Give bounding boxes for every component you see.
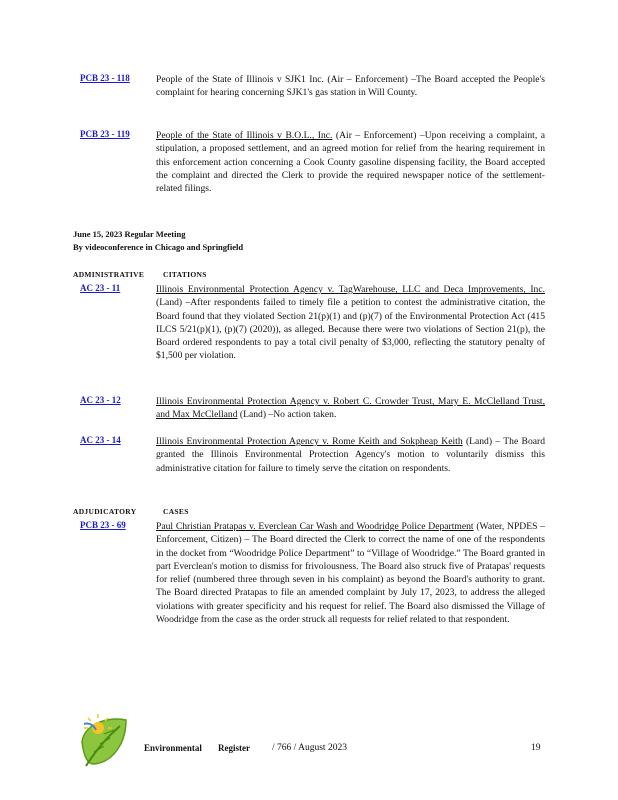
footer-journal-middle: Register — [218, 743, 250, 753]
case-title: Paul Christian Pratapas v. Everclean Car Wash and Woodridge Police Department — [156, 521, 474, 532]
case-body: (Water, NPDES –Enforcement, Citizen) – The Board directed the Clerk to correct the name of one of the respondents in the docket from “Woodridge Police Department” to “Village of Woodridge.” The Board granted in part Everclean's motion to dismiss for frivolousness. The Board also struck five of Pratapas' requests for relief (numbered three through seven in his complaint) as beyond the Board's authority to grant. The Board directed Pratapas to file an amended complaint by July 17, 2023, to address the alleged violations with greater specificity and his request for relief. The Board also dismissed the Village of Woodridge from the case as the order struck all requests for relief related to that respondent. — [156, 521, 545, 626]
meeting-date: June 15, 2023 Regular Meeting — [73, 229, 186, 239]
case-entry — [80, 129, 545, 195]
case-entry — [80, 283, 545, 363]
section-heading-administrative — [73, 270, 207, 279]
case-link[interactable]: PCB 23 - 118 — [80, 73, 130, 83]
section-heading-left: ADJUDICATORY — [73, 507, 137, 516]
footer-issue: / 766 / August 2023 — [272, 743, 347, 753]
case-title: Illinois Environmental Protection Agency v. TagWarehouse, LLC and Deca Improvements, Inc. — [156, 284, 545, 295]
page-number: 19 — [531, 743, 541, 753]
leaf-logo-icon — [74, 712, 132, 772]
case-summary — [156, 283, 545, 363]
case-summary — [156, 435, 545, 475]
footer-journal — [144, 743, 202, 754]
meeting-header — [73, 228, 243, 254]
case-body: (Land) –After respondents failed to timely file a petition to contest the administrative citation, the Board found that they violated Section 21(p)(1) and (p)(7) of the Environmental Protection Act (415 ILCS 5/21(p)(1), (p)(7) (2020)), as alleged. Because there were two violations of Section 21(p), the Board ordered respondents to pay a total civil penalty of $3,000, reflecting the statutory penalty of $1,500 per violation. — [156, 297, 545, 362]
case-entry — [80, 73, 545, 100]
case-entry — [80, 435, 545, 475]
case-entry — [80, 395, 545, 422]
footer-journal-left: Environmental — [144, 743, 202, 753]
case-summary — [156, 129, 545, 195]
meeting-location: By videoconference in Chicago and Springfield — [73, 242, 244, 252]
case-title: People of the State of Illinois v B.O.L., Inc. — [156, 130, 333, 141]
case-link[interactable]: AC 23 - 11 — [80, 283, 121, 293]
section-heading-left: ADMINISTRATIVE — [73, 270, 145, 279]
case-title: Illinois Environmental Protection Agency v. Rome Keith and Sokpheap Keith — [156, 436, 463, 447]
case-summary — [156, 520, 545, 626]
case-title: People of the State of Illinois v SJK1 Inc. (Air – Enforcement) — [156, 74, 408, 85]
case-body: (Land) – The Board granted the Illinois Environmental Protection Agency's motion to voluntarily dismiss this administrative citation for failure to timely serve the citation on respondents. — [156, 436, 545, 474]
case-link[interactable]: AC 23 - 14 — [80, 435, 121, 445]
case-summary — [156, 73, 545, 100]
section-heading-adjudicatory — [73, 507, 189, 516]
case-body: (Air – Enforcement) –Upon receiving a complaint, a stipulation, a proposed settlement, and an agreed motion for relief from the hearing requirement in this enforcement action concerning a Cook County gasoline dispensing facility, the Board accepted the complaint and directed the Clerk to provide the required newspaper notice of the settlement-related filings. — [156, 130, 545, 195]
case-link[interactable]: PCB 23 - 69 — [80, 520, 126, 530]
section-heading-right: CITATIONS — [163, 270, 207, 279]
case-link[interactable]: PCB 23 - 119 — [80, 129, 130, 139]
case-link[interactable]: AC 23 - 12 — [80, 395, 121, 405]
case-entry — [80, 520, 545, 626]
case-body: –The Board accepted the People's complaint for hearing concerning SJK1's gas station in Will County. — [156, 74, 546, 99]
case-title: Illinois Environmental Protection Agency v. Robert C. Crowder Trust, Mary E. McClelland Trust, and Max McClelland — [156, 396, 545, 421]
section-heading-right: CASES — [163, 507, 189, 516]
case-body: (Land) –No action taken. — [237, 409, 337, 421]
case-summary — [156, 395, 545, 422]
